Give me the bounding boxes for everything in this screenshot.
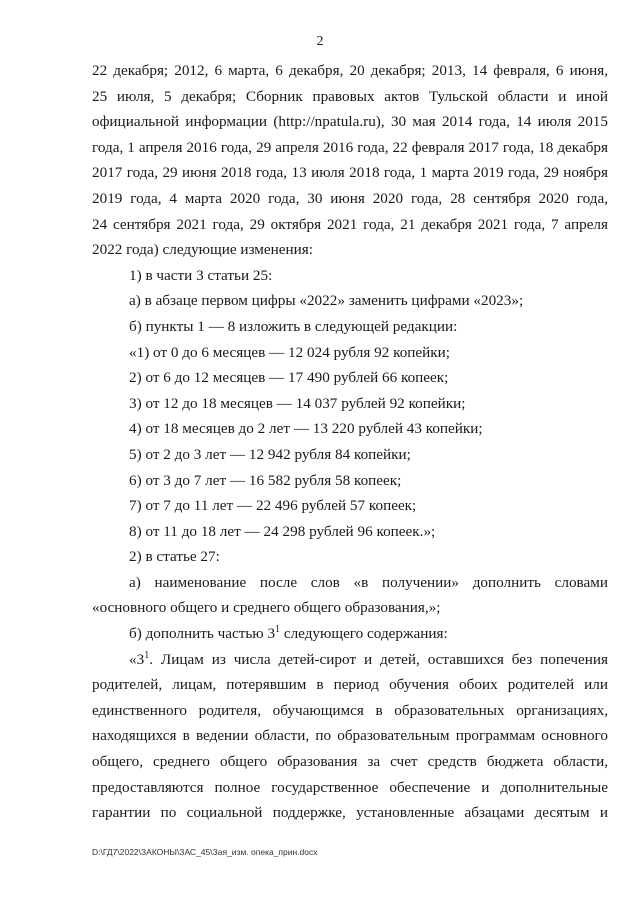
text-line: «1) от 0 до 6 месяцев — 12 024 рубля 92 копейки;	[129, 343, 451, 361]
text-line: б) пункты 1 — 8 изложить в следующей редакции:	[129, 317, 458, 335]
text-line: 6) от 3 до 7 лет — 16 582 рубля 58 копеек;	[129, 471, 402, 489]
text-run: б) дополнить частью 3	[129, 625, 276, 643]
text-run	[129, 647, 149, 673]
text-line: года, 1 апреля 2016 года, 29 апреля 2016 года, 22 февраля 2017 года, 18 декабря	[92, 138, 608, 156]
document-body	[92, 58, 608, 826]
text-line: официальной информации (http://npatula.ru), 30 мая 2014 года, 14 июля 2015	[92, 113, 608, 131]
text-line: родителей, лицам, потерявшим в период обучения обоих родителей или	[92, 676, 608, 694]
text-run: «3	[129, 650, 145, 668]
text-line: 1) в части 3 статьи 25:	[129, 266, 273, 284]
text-line: 8) от 11 до 18 лет — 24 298 рублей 96 копеек.»;	[129, 522, 436, 540]
text-line	[92, 647, 608, 673]
text-line: находящихся в ведении области, по образовательным программам основного	[92, 727, 608, 745]
text-line: 2) в статье 27:	[129, 548, 220, 566]
file-path-footer: D:\ГД7\2022\ЗАКОНЫ\ЗАС_45\Зая_изм. опека_прин.docx	[92, 847, 318, 857]
text-run: следующего содержания:	[280, 625, 448, 643]
text-line: 4) от 18 месяцев до 2 лет — 13 220 рублей 43 копейки;	[129, 420, 483, 438]
text-line: 2019 года, 4 марта 2020 года, 30 июня 2020 года, 28 сентября 2020 года,	[92, 189, 608, 207]
text-line: 7) от 7 до 11 лет — 22 496 рублей 57 копеек;	[129, 497, 417, 515]
text-line: «основного общего и среднего общего образования,»;	[92, 599, 441, 617]
text-line: 2) от 6 до 12 месяцев — 17 490 рублей 66 копеек;	[129, 369, 449, 387]
text-run: . Лицам из числа детей-сирот и детей, оставшихся без попечения	[149, 650, 608, 668]
text-line: 3) от 12 до 18 месяцев — 14 037 рублей 92 копейки;	[129, 394, 466, 412]
text-line: 25 июля, 5 декабря; Сборник правовых актов Тульской области и иной	[92, 87, 608, 105]
text-line: 22 декабря; 2012, 6 марта, 6 декабря, 20 декабря; 2013, 14 февраля, 6 июня,	[92, 62, 608, 79]
superscript: 1	[144, 649, 150, 661]
page-number: 2	[316, 34, 324, 49]
text-line	[92, 621, 608, 647]
text-line: а) наименование после слов «в получении» дополнить словами	[129, 573, 608, 591]
text-line: общего, среднего общего образования за счет средств бюджета области,	[92, 753, 608, 771]
text-line: единственного родителя, обучающимся в образовательных организациях,	[92, 701, 608, 719]
text-line: 2017 года, 29 июня 2018 года, 13 июля 2018 года, 1 марта 2019 года, 29 ноября	[92, 164, 608, 182]
text-line: 2022 года) следующие изменения:	[92, 241, 313, 259]
text-line: 24 сентября 2021 года, 29 октября 2021 года, 21 декабря 2021 года, 7 апреля	[92, 215, 608, 233]
text-line: предоставляются полное государственное обеспечение и дополнительные	[92, 778, 608, 796]
text-line: 5) от 2 до 3 лет — 12 942 рубля 84 копейки;	[129, 445, 411, 463]
superscript: 1	[275, 624, 281, 635]
text-line: гарантии по социальной поддержке, установленные абзацами десятым и	[92, 804, 608, 822]
text-line: а) в абзаце первом цифры «2022» заменить цифрами «2023»;	[129, 292, 524, 310]
